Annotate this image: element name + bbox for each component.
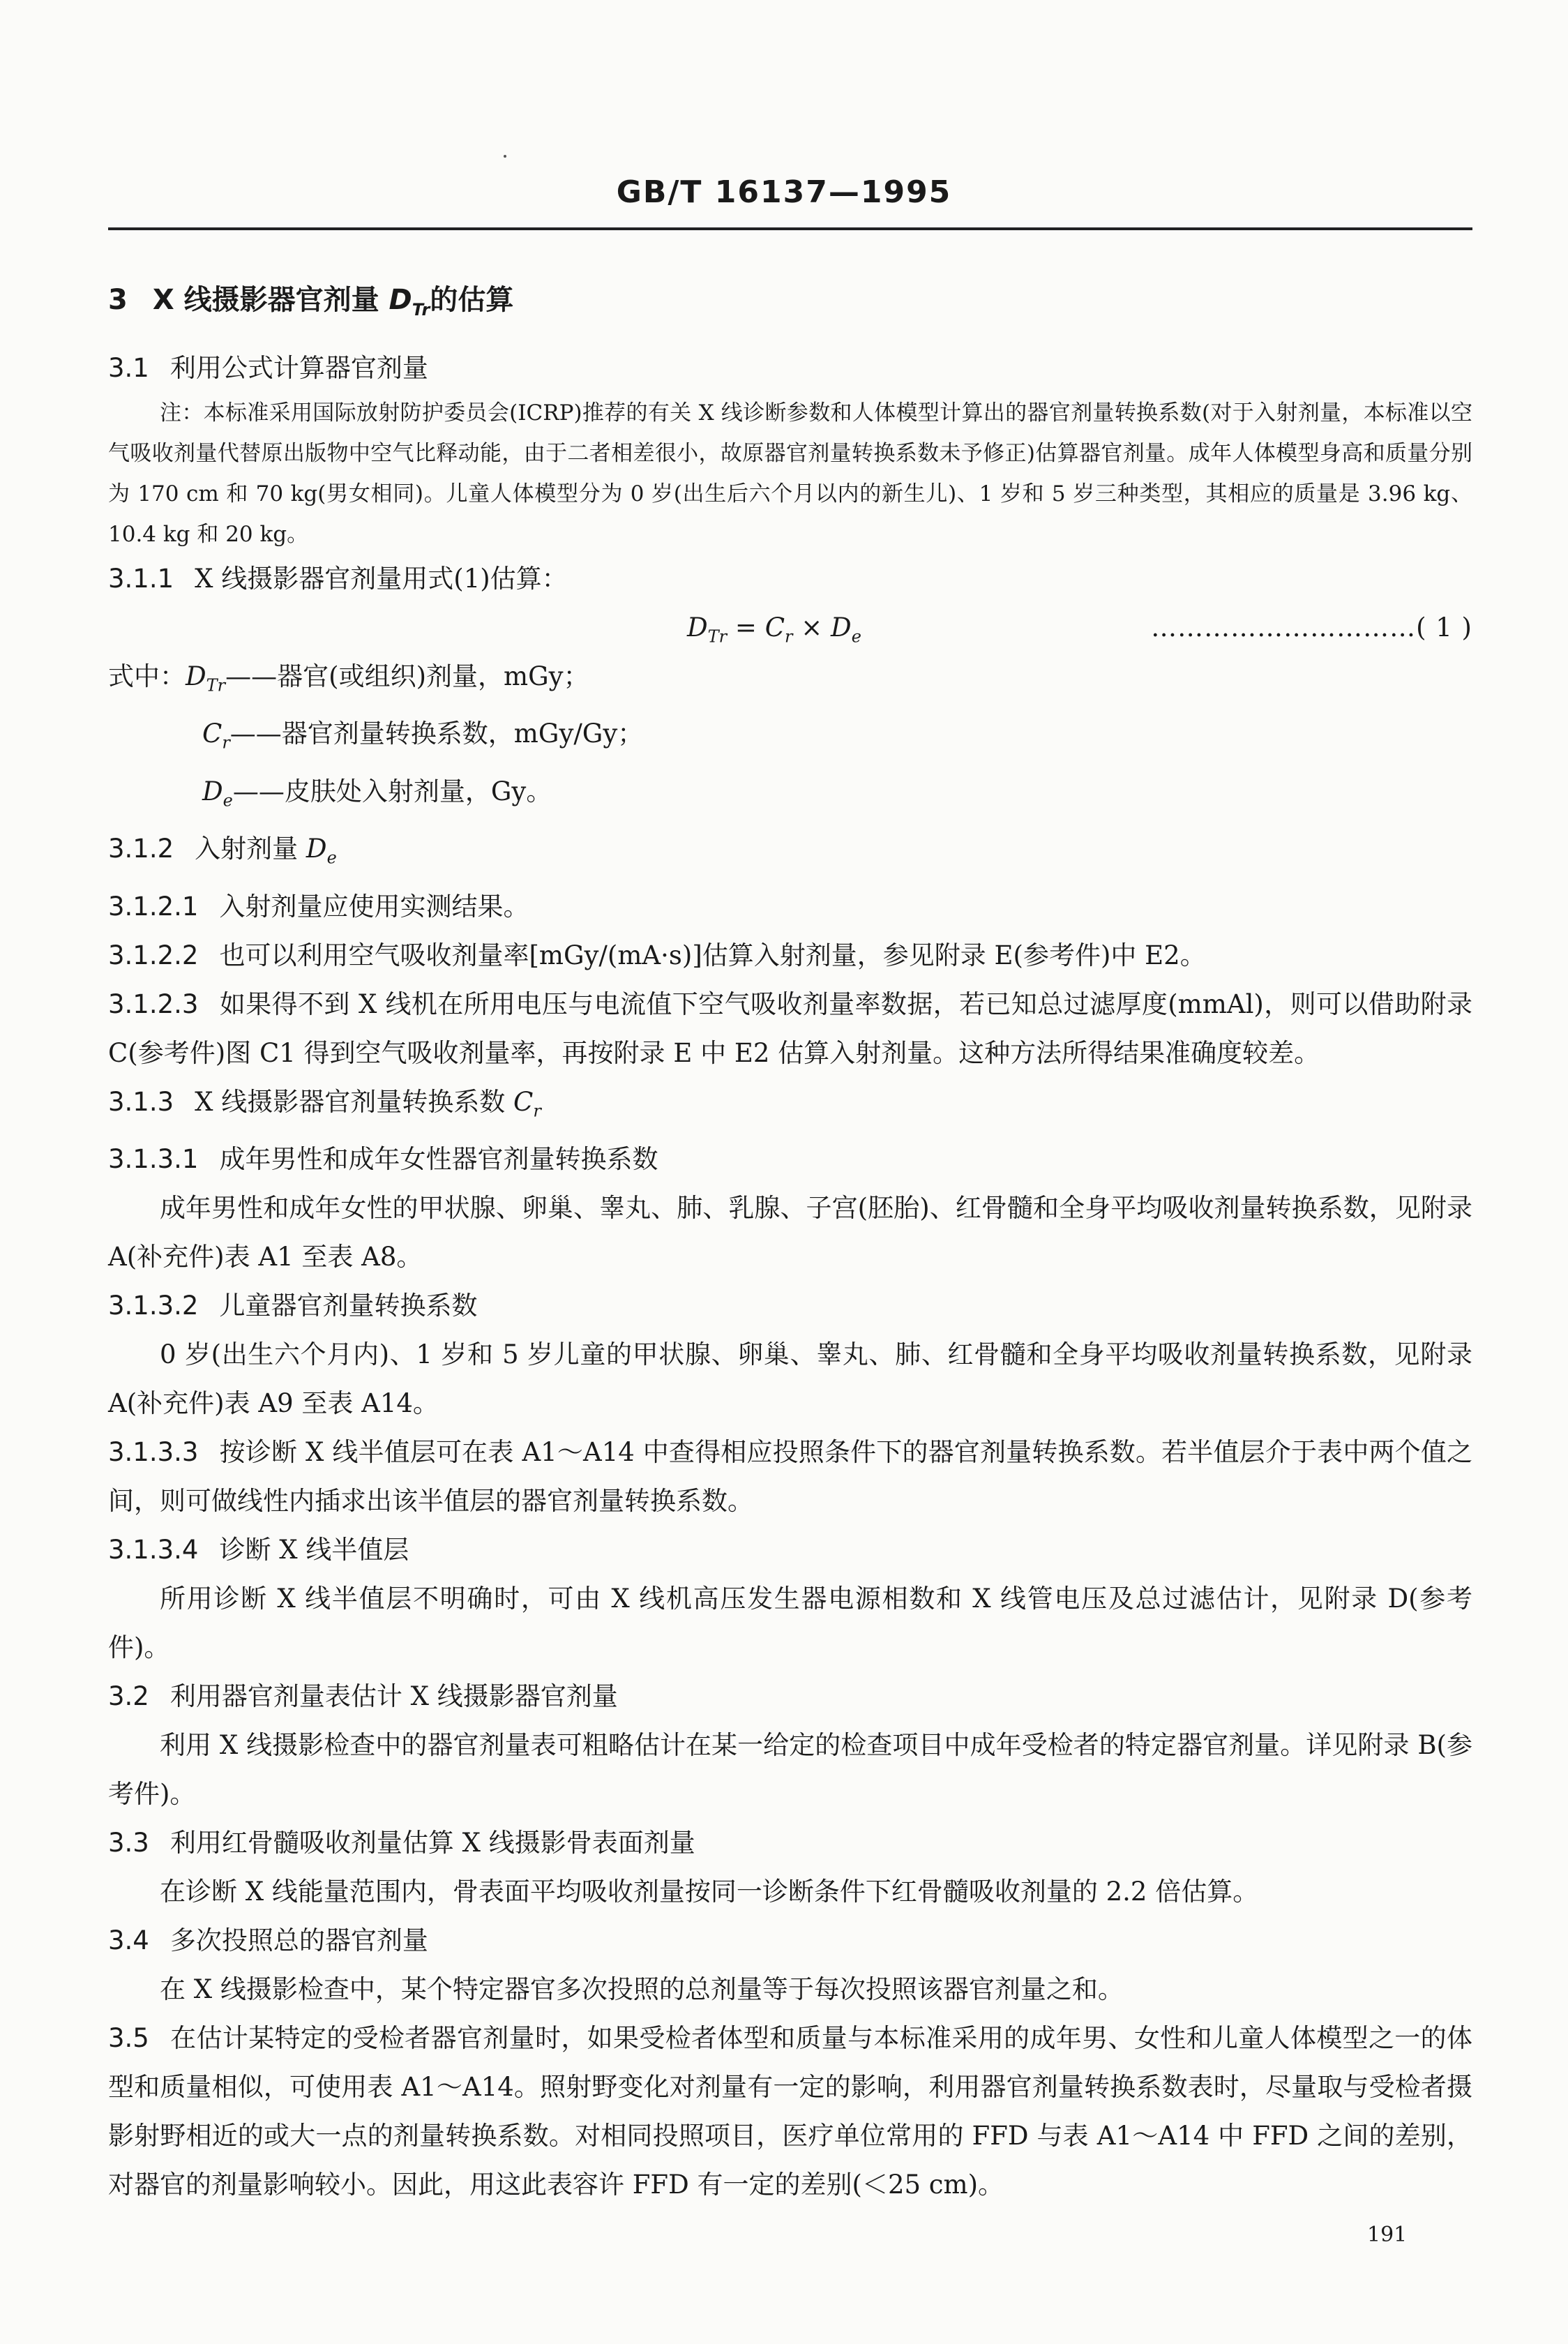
note-paragraph: 注：本标准采用国际放射防护委员会(ICRP)推荐的有关 X 线诊断参数和人体模型计算出的器官剂量转换系数(对于入射剂量，本标准以空气吸收剂量代替原出版物中空气比释动能，由于二者相差很小，故原器官剂量转换系数未予修正)估算器官剂量。成年人体模型身高和质量分别为 170 cm 和 70 kg(男女相同)。儿童人体模型分为 0 岁(出生后六个月以内的新生儿)、1 岁和 5 岁三种类型，其相应的质量是 3.96 kg、10.4 kg 和 20 kg。 (108, 400, 1472, 547)
page-header: GB/T 16137—1995 (616, 174, 952, 210)
clause-text: 也可以利用空气吸收剂量率[mGy/(mA·s)]估算入射剂量，参见附录 E(参考件)中 E2。 (219, 940, 1206, 970)
heading-3-2 (108, 1672, 1472, 1721)
clause-3-1-3-3 (108, 1428, 1472, 1526)
header-rule (108, 227, 1472, 230)
clause-title: 利用器官剂量表估计 X 线摄影器官剂量 (169, 1681, 618, 1711)
clause-number: 3.1.3.2 (108, 1290, 199, 1321)
clause-3-1-3-1 (108, 1135, 1472, 1184)
clause-title: 利用公式计算器官剂量 (169, 353, 428, 383)
clause-symbol: C (513, 1086, 534, 1117)
clause-text: X 线摄影器官剂量转换系数 (195, 1086, 514, 1117)
clause-symbol-subscript: r (533, 1100, 541, 1120)
clause-text: 入射剂量应使用实测结果。 (219, 891, 529, 922)
clause-3-1-2-2 (108, 931, 1472, 980)
page-number: 191 (1367, 2223, 1408, 2247)
clause-number: 3.1.2.3 (108, 989, 199, 1019)
clause-body: 利用 X 线摄影检查中的器官剂量表可粗略估计在某一给定的检查项目中成年受检者的特定器官剂量。详见附录 B(参考件)。 (108, 1729, 1472, 1809)
formula-expression: $D_{Tr} = C_r \times D_e$ (687, 613, 861, 647)
heading-3-3 (108, 1819, 1472, 1868)
heading-3-4 (108, 1916, 1472, 1965)
clause-title: 利用红骨髓吸收剂量估算 X 线摄影骨表面剂量 (169, 1827, 695, 1858)
formula-1 (108, 603, 1472, 652)
clause-3-5 (108, 2014, 1472, 2209)
clause-title: 诊断 X 线半值层 (219, 1534, 409, 1565)
clause-body: 所用诊断 X 线半值层不明确时，可由 X 线机高压发生器电源相数和 X 线管电压及总过滤估计，见附录 D(参考件)。 (108, 1583, 1472, 1662)
section-title-end: 的估算 (430, 284, 514, 316)
clause-text: 按诊断 X 线半值层可在表 A1～A14 中查得相应投照条件下的器官剂量转换系数。若半值层介于表中两个值之间，则可做线性内插求出该半值层的器官剂量转换系数。 (108, 1436, 1472, 1516)
clause-text: 如果得不到 X 线机在所用电压与电流值下空气吸收剂量率数据，若已知总过滤厚度(mmAl)，则可以借助附录 C(参考件)图 C1 得到空气吸收剂量率，再按附录 E 中 E2 估算入射剂量。这种方法所得结果准确度较差。 (108, 989, 1472, 1068)
clause-text: X 线摄影器官剂量用式(1)估算： (195, 564, 568, 594)
where-label: 式中： (108, 661, 186, 691)
clause-number: 3.1.1 (108, 564, 174, 594)
clause-body: 0 岁(出生六个月内)、1 岁和 5 岁儿童的甲状腺、卵巢、睾丸、肺、红骨髓和全身平均吸收剂量转换系数，见附录 A(补充件)表 A9 至表 A14。 (108, 1339, 1472, 1418)
clause-symbol: D (306, 834, 327, 864)
clause-number: 3.1.3.3 (108, 1436, 199, 1467)
clause-3-1-3-4 (108, 1526, 1472, 1575)
clause-number: 3.1.2.2 (108, 940, 199, 970)
clause-3-1-2 (108, 825, 1472, 882)
clause-number: 3.1.3.4 (108, 1534, 199, 1565)
heading-3-1 (108, 344, 1472, 393)
clause-number: 3.5 (108, 2022, 149, 2053)
clause-number: 3.2 (108, 1681, 149, 1711)
clause-3-1-3-2 (108, 1282, 1472, 1330)
clause-number: 3.1.3.1 (108, 1143, 199, 1174)
clause-body: 在诊断 X 线能量范围内，骨表面平均吸收剂量按同一诊断条件下红骨髓吸收剂量的 2.2 倍估算。 (160, 1876, 1259, 1907)
clause-body: 在 X 线摄影检查中，某个特定器官多次投照的总剂量等于每次投照该器官剂量之和。 (160, 1974, 1124, 2004)
clause-title: 多次投照总的器官剂量 (169, 1925, 428, 1955)
scan-artifact (504, 155, 506, 158)
formula-number: …………………………( 1 ) (1151, 613, 1472, 643)
definition-line: 式中：$D_{Tr}——$器官(或组织)剂量，mGy； (108, 661, 589, 696)
clause-number: 3.3 (108, 1827, 149, 1858)
definition-line: $C_r——$器官剂量转换系数，mGy/Gy； (202, 719, 644, 753)
clause-3-1-3 (108, 1078, 1472, 1135)
section-title-subscript: Tr (412, 300, 430, 320)
clause-text: 入射剂量 (195, 834, 306, 864)
definition-line: $D_e——$皮肤处入射剂量，Gy。 (202, 776, 552, 811)
clause-symbol-subscript: e (326, 848, 337, 868)
clause-title: 儿童器官剂量转换系数 (219, 1290, 478, 1321)
clause-body: 成年男性和成年女性的甲状腺、卵巢、睾丸、肺、乳腺、子宫(胚胎)、红骨髓和全身平均吸收剂量转换系数，见附录 A(补充件)表 A1 至表 A8。 (108, 1192, 1472, 1272)
formula-definitions (108, 652, 1472, 825)
clause-number: 3.1 (108, 353, 149, 383)
clause-title: 成年男性和成年女性器官剂量转换系数 (219, 1143, 658, 1174)
clause-text: 在估计某特定的受检者器官剂量时，如果受检者体型和质量与本标准采用的成年男、女性和儿童人体模型之一的体型和质量相似，可使用表 A1～A14。照射野变化对剂量有一定的影响，利用器官剂量转换系数表时，尽量取与受检者摄影射野相近的或大一点的剂量转换系数。对相同投照项目，医疗单位常用的 FFD 与表 A1～A14 中 FFD 之间的差别，对器官的剂量影响较小。因此，用这此表容许 FFD 有一定的差别(＜25 cm)。 (108, 2022, 1472, 2200)
clause-number: 3.1.3 (108, 1086, 174, 1117)
clause-3-1-1 (108, 555, 1472, 603)
clause-3-1-2-1 (108, 882, 1472, 931)
clause-number: 3.1.2.1 (108, 891, 199, 922)
clause-number: 3.1.2 (108, 834, 174, 864)
section-title: X 线摄影器官剂量 (152, 284, 389, 316)
section-number: 3 (108, 284, 128, 316)
section-heading-3 (108, 276, 1472, 324)
section-title-symbol: D (389, 284, 412, 316)
clause-number: 3.4 (108, 1925, 149, 1955)
document-body (108, 276, 1472, 2209)
clause-3-1-2-3 (108, 980, 1472, 1078)
